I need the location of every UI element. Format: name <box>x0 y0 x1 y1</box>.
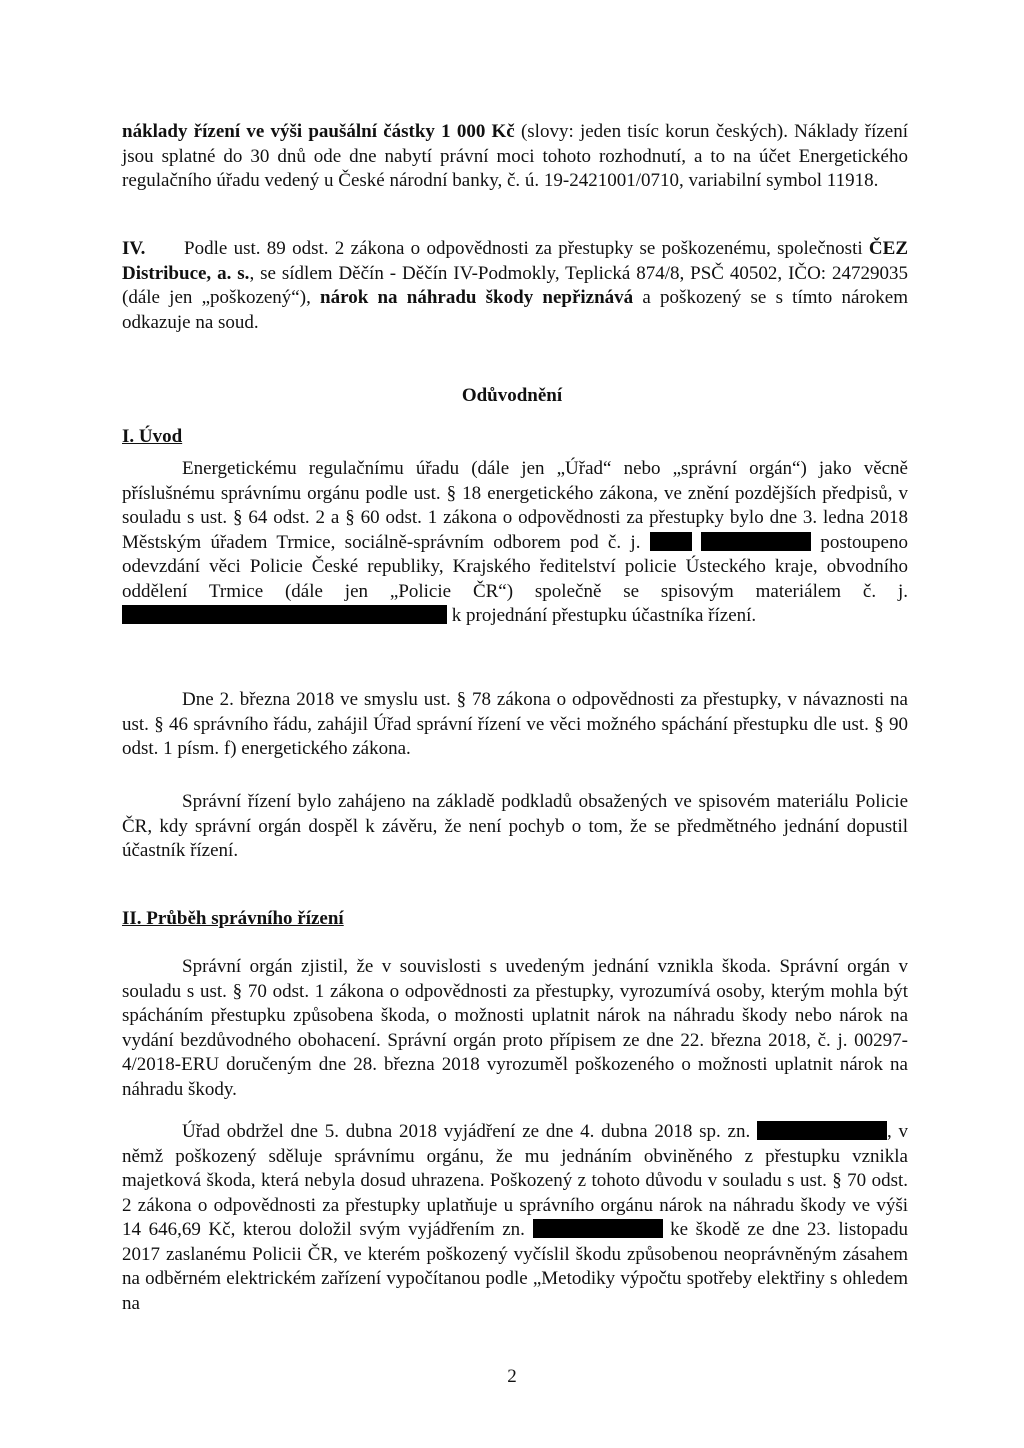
claim-text-2: , v němž poškozený sděluje správnímu orgánu, že mu jednáním obviněného z přestupku vznikla majetková škoda, která nebyla dosud uhrazena. Poškozený z tohoto důvodu v souladu s ust. § 70 odst. 2 zákona o odpovědnosti za přestupky uplatňuje u správního orgánu nárok na náhradu škody ve výši 14 646,69 Kč, kterou doložil svým vyjádřením zn. <box>122 1121 908 1240</box>
claim-text-3: ke škodě ze dne 23. listopadu 2017 zaslanému Policii ČR, ve kterém poškozený vyčíslil škodu způsobenou neoprávněným zásahem na odběrném elektrickém zařízení vypočítanou podle „Metodiky výpočtu spotřeby elektřiny s ohledem na <box>122 1219 908 1314</box>
paragraph-damage-claim <box>122 1120 908 1316</box>
paragraph-iv <box>122 237 908 335</box>
costs-text: (slovy: jeden tisíc korun českých). Náklady řízení jsou splatné do 30 dnů ode dne nabytí právní moci tohoto rozhodnutí, a to na účet Energetického regulačního úřadu vedený u České národní banky, č. ú. 19-2421001/0710, variabilní symbol 11918. <box>122 121 908 191</box>
redacted-block <box>122 605 447 624</box>
paragraph-introduction <box>122 457 908 629</box>
redacted-block <box>701 532 811 551</box>
roman-numeral-iv: IV. <box>122 238 146 259</box>
paragraph-costs <box>122 120 908 194</box>
paragraph-basis: Správní řízení bylo zahájeno na základě podkladů obsažených ve spisovém materiálu Policie ČR, kdy správní orgán dospěl k závěru, že není pochyb o tom, že se předmětného jednání dopustil účastník řízení. <box>122 791 908 861</box>
iv-text-2: , se sídlem Děčín - Děčín IV-Podmokly, Teplická 874/8, PSČ 40502, IČO: 24729035 (dále jen „poškozený“), <box>122 262 909 308</box>
intro-text-3: k projednání přestupku účastníka řízení. <box>447 605 757 626</box>
iv-text-3: a poškozený se s tímto nárokem odkazuje na soud. <box>122 287 908 333</box>
paragraph-proceedings-start: Dne 2. března 2018 ve smyslu ust. § 78 zákona o odpovědnosti za přestupky, v návaznosti na ust. § 46 správního řádu, zahájil Úřad správní řízení ve věci možného spáchání přestupku dle ust. § 90 odst. 1 písm. f) energetického zákona. <box>122 689 908 759</box>
reasoning-heading: Odůvodnění <box>461 385 563 406</box>
intro-text-1: Energetickému regulačnímu úřadu (dále jen „Úřad“ nebo „správní orgán“) jako věcně příslušnému správnímu orgánu podle ust. § 18 energetického zákona, ve znění pozdějších předpisů, v souladu s ust. § 64 odst. 2 a § 60 odst. 1 zákona o odpovědnosti za přestupky bylo dne 3. ledna 2018 Městským úřadem Trmice, sociálně-správním odborem pod č. j. <box>122 458 908 553</box>
costs-bold-text: náklady řízení ve výši paušální částky 1 000 Kč <box>122 121 515 142</box>
redacted-block <box>533 1219 663 1238</box>
intro-text-2: postoupeno odevzdání věci Policie České republiky, Krajského ředitelství policie Ústeckého kraje, obvodního oddělení Trmice (dále jen „Policie ČR“) společně se spisovým materiálem č. j. <box>122 531 908 602</box>
section-title-introduction: I. Úvod <box>122 426 183 447</box>
claim-text-1: Úřad obdržel dne 5. dubna 2018 vyjádření ze dne 4. dubna 2018 sp. zn. <box>182 1121 757 1142</box>
company-name: ČEZ Distribuce, a. s. <box>122 238 908 284</box>
claim-bold-text: nárok na náhradu škody nepřiznává <box>320 287 634 308</box>
redacted-block <box>650 532 692 551</box>
page-number: 2 <box>507 1366 517 1387</box>
paragraph-damage-finding: Správní orgán zjistil, že v souvislosti s uvedeným jednání vznikla škoda. Správní orgán v souladu s ust. § 70 odst. 1 zákona o odpovědnosti za přestupky, vyrozumívá osoby, kterým mohla být spácháním přestupku způsobena škoda, o možnosti uplatnit nárok na náhradu škody nebo nárok na vydání bezdůvodného obohacení. Správní orgán proto přípisem ze dne 22. března 2018, č. j. 00297-4/2018-ERU doručeným dne 28. března 2018 vyrozuměl poškozeného o možnosti uplatnit nárok na náhradu škody. <box>122 956 908 1100</box>
iv-text-1: Podle ust. 89 odst. 2 zákona o odpovědnosti za přestupky se poškozenému, společnosti <box>184 238 869 259</box>
section-title-proceedings: II. Průběh správního řízení <box>122 908 344 929</box>
redacted-block <box>757 1121 887 1140</box>
